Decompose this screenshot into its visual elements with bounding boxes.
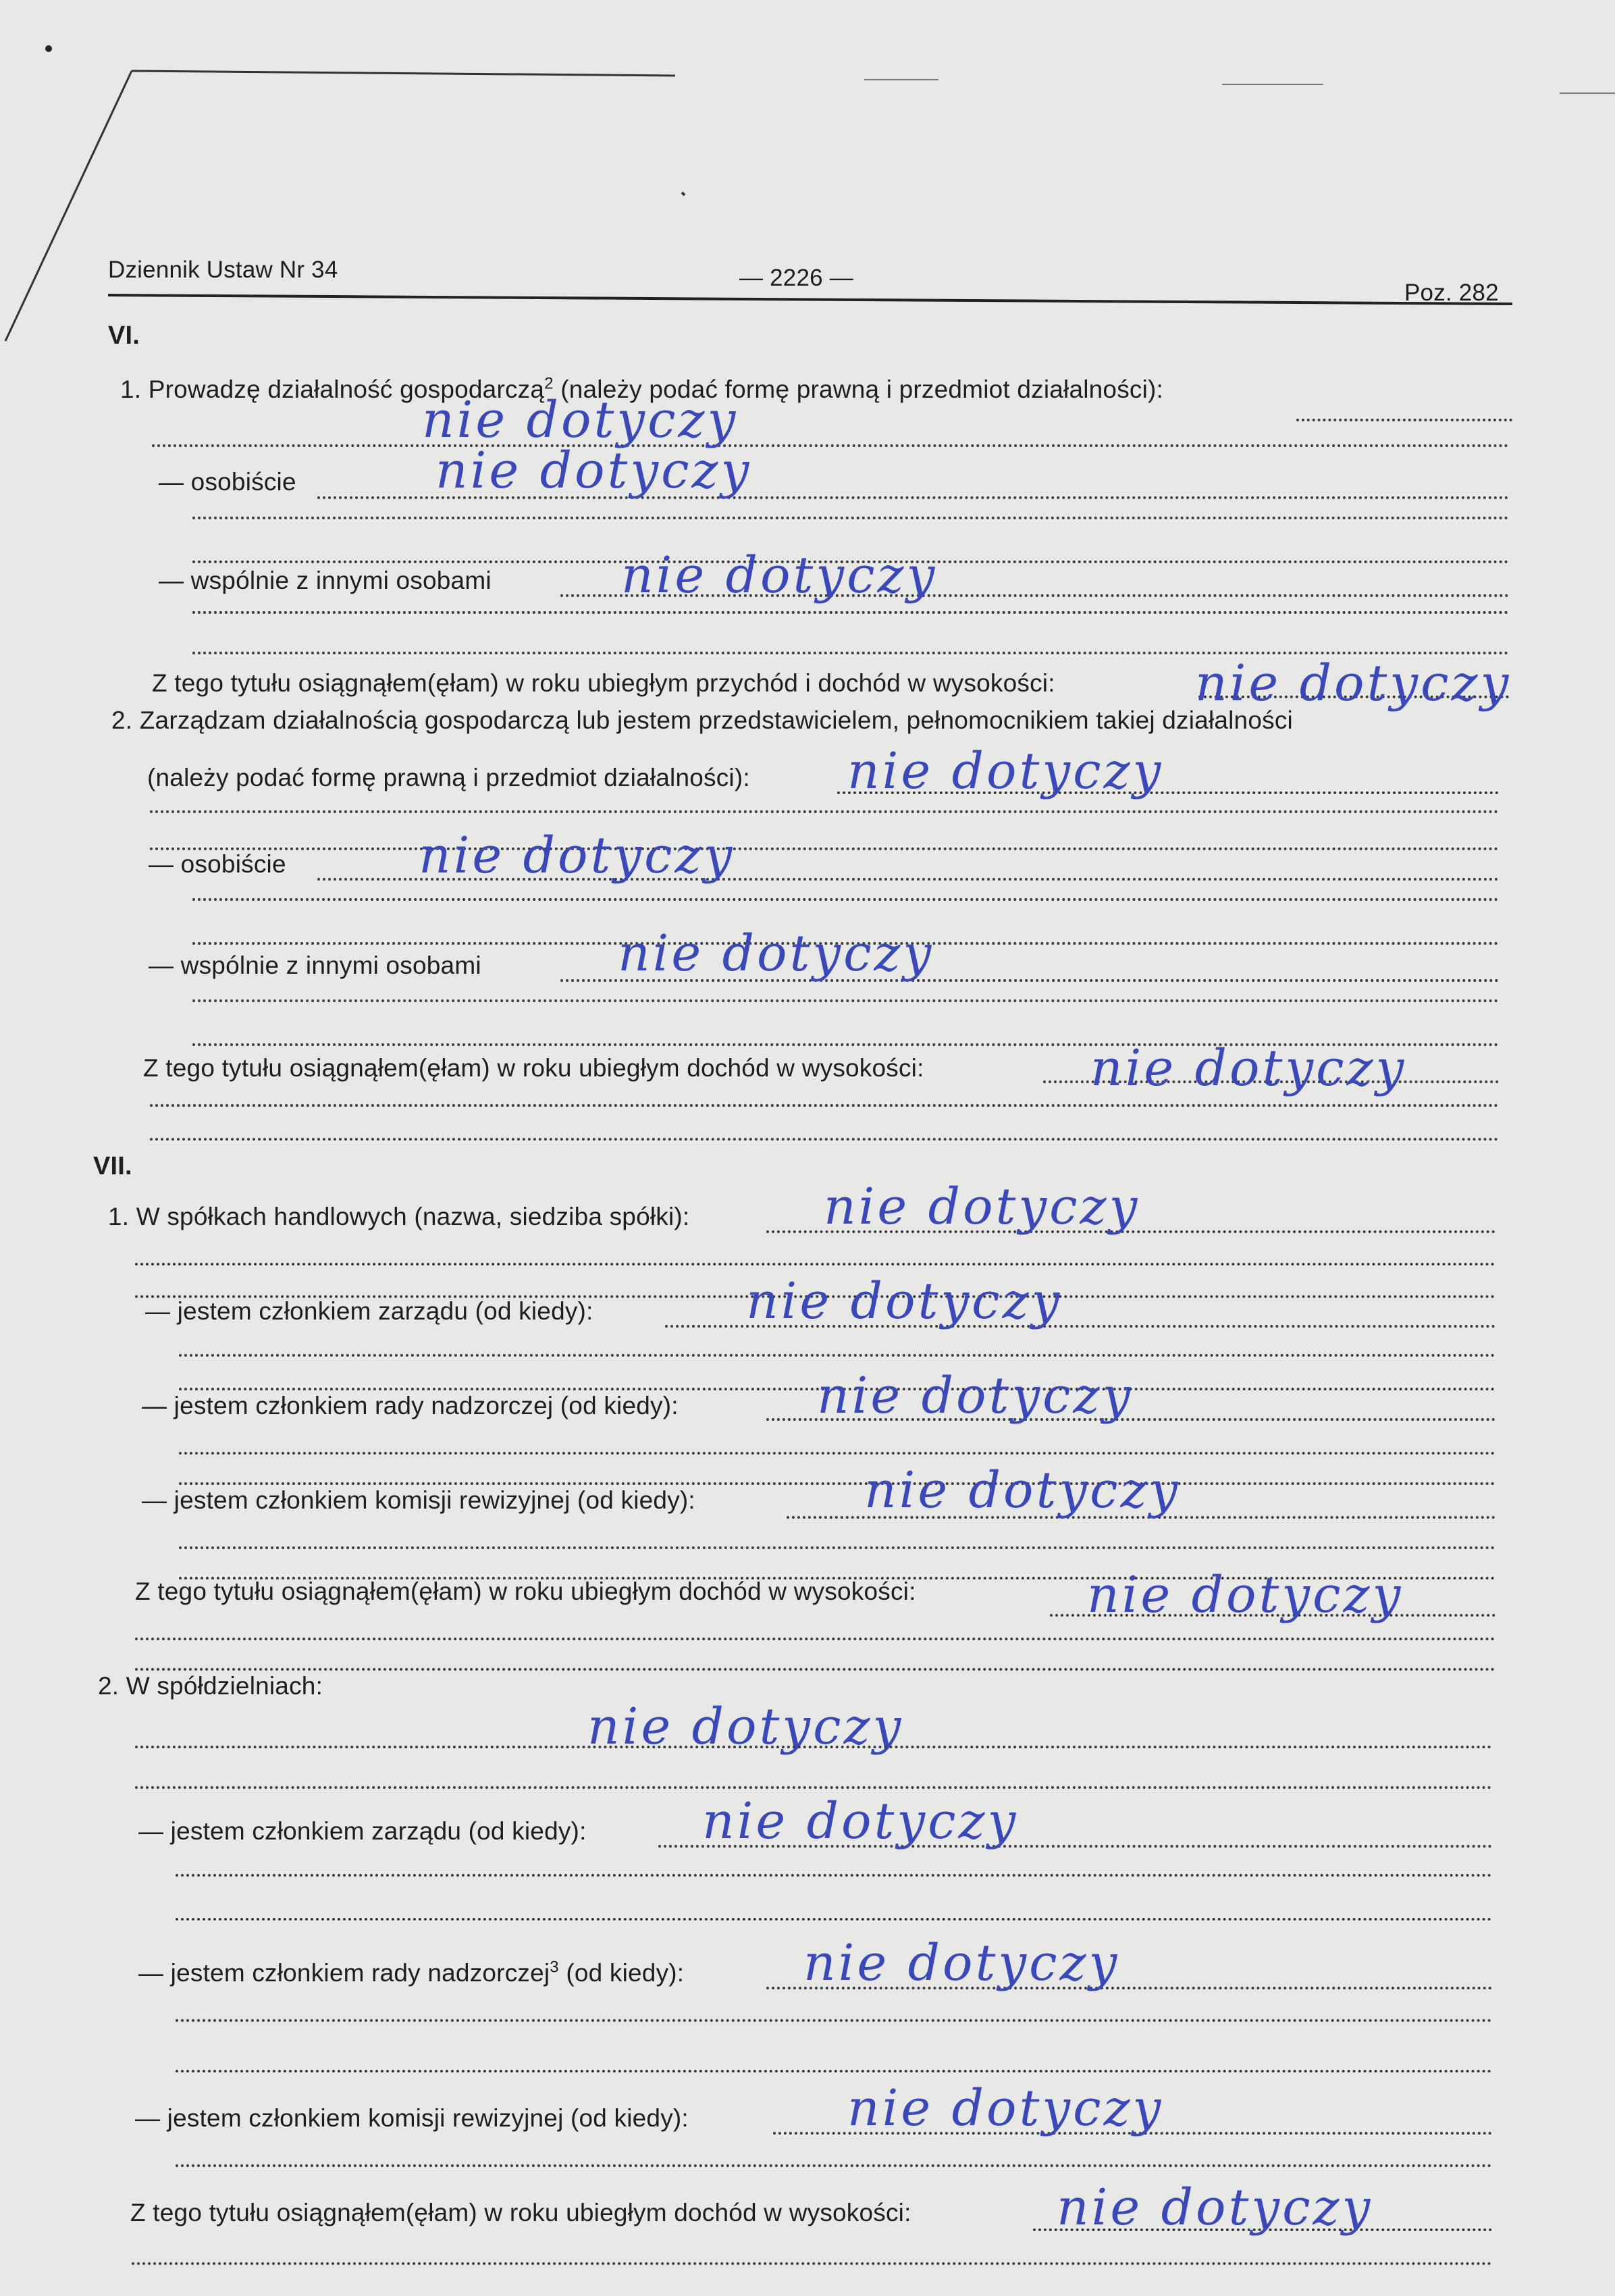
journal-title: Dziennik Ustaw Nr 34 [108,257,338,283]
section-vi-label: VI. [108,321,140,350]
vi-q1-personal-line[interactable] [192,517,1509,519]
vii-q2-board-answer[interactable]: nie dotyczy [702,1792,1019,1850]
vi-q2-income-answer[interactable]: nie dotyczy [1090,1039,1407,1097]
vi-q2-line1: 2. Zarządzam działalnością gospodarczą lub jestem przedstawicielem, pełnomocnikiem takiej działalności [111,706,1293,734]
vi-q2-line[interactable] [150,810,1499,813]
vii-q1-question: 1. W spółkach handlowych (nazwa, siedziba spółki): [108,1203,690,1230]
vii-q1-supervisory-answer[interactable]: nie dotyczy [817,1367,1134,1425]
vi-q1-income-answer[interactable]: nie dotyczy [1195,654,1512,712]
vii-q1-income-line[interactable] [135,1638,1495,1640]
footnote-2: 2 [544,374,554,393]
vi-q1-line[interactable] [1296,419,1512,421]
vii-q1-income-line[interactable] [135,1668,1495,1671]
vi-q1-line[interactable] [152,444,1509,447]
vii-q2-income-line[interactable] [132,2262,1492,2265]
vii-q2-supervisory-label [138,1958,684,1988]
vi-q2-income-label: Z tego tytułu osiągnąłem(ęłam) w roku ubiegłym dochód w wysokości: [143,1054,924,1082]
vi-q1-personal-answer[interactable]: nie dotyczy [435,442,752,500]
vii-q2-question: 2. W spółdzielniach: [98,1672,323,1700]
vi-q2-income-line[interactable] [150,1138,1499,1141]
position-number: Poz. 282 [1404,280,1499,306]
vii-q1-line[interactable] [135,1263,1495,1266]
vi-q1-personal-label: — osobiście [159,468,296,496]
vii-q1-income-label: Z tego tytułu osiągnąłem(ęłam) w roku ubiegłym dochód w wysokości: [135,1577,916,1605]
vii-q1-audit-answer[interactable]: nie dotyczy [864,1461,1181,1519]
vii-q1-supervisory-label: — jestem członkiem rady nadzorczej (od kiedy): [142,1392,679,1419]
vi-q2-jointly-label: — wspólnie z innymi osobami [149,951,481,979]
vi-q1-text-a: Prowadzę działalność gospodarczą [148,375,545,403]
vii-q1-board-label: — jestem członkiem zarządu (od kiedy): [145,1297,593,1325]
vi-q2-jointly-line[interactable] [192,999,1499,1002]
vii-q1-audit-label: — jestem członkiem komisji rewizyjnej (od kiedy): [142,1486,695,1514]
vi-q1-number: 1. [120,375,142,403]
vii-q2-answer[interactable]: nie dotyczy [587,1698,904,1756]
vii-q2-supervisory-text-b: (od kiedy): [558,1959,685,1987]
vii-q2-board-line[interactable] [176,1874,1492,1877]
vii-q1-answer[interactable]: nie dotyczy [824,1178,1140,1236]
vi-q1-income-label: Z tego tytułu osiągnąłem(ęłam) w roku ubiegłym przychód i dochód w wysokości: [152,669,1055,697]
vi-q1-jointly-answer[interactable]: nie dotyczy [621,546,938,604]
vii-q2-income-label: Z tego tytułu osiągnąłem(ęłam) w roku ubiegłym dochód w wysokości: [130,2199,911,2226]
vi-q1-jointly-line[interactable] [192,611,1509,614]
vi-q2-line2: (należy podać formę prawną i przedmiot działalności): [147,764,750,791]
vi-q1-answer[interactable]: nie dotyczy [422,391,739,449]
page-number: — 2226 — [739,265,853,291]
vii-q1-audit-line[interactable] [179,1546,1495,1549]
vi-q2-answer[interactable]: nie dotyczy [847,742,1164,800]
vii-q2-line[interactable] [135,1746,1492,1748]
vii-q1-income-answer[interactable]: nie dotyczy [1087,1566,1404,1624]
vii-q2-supervisory-line[interactable] [176,2019,1492,2022]
vii-q2-audit-answer[interactable]: nie dotyczy [847,2079,1164,2137]
vii-q1-supervisory-line[interactable] [179,1482,1495,1485]
vi-q1-text-b: (należy podać formę prawną i przedmiot działalności): [553,375,1164,403]
vi-q2-personal-label: — osobiście [149,850,286,878]
vii-q2-board-line[interactable] [176,1918,1492,1921]
vii-q2-line[interactable] [135,1786,1492,1789]
section-vii-label: VII. [93,1152,132,1180]
vii-q2-income-answer[interactable]: nie dotyczy [1057,2178,1373,2237]
vii-q2-board-label: — jestem członkiem zarządu (od kiedy): [138,1817,587,1845]
vii-q1-board-line[interactable] [179,1354,1495,1357]
vii-q2-supervisory-answer[interactable]: nie dotyczy [803,1934,1120,1992]
vii-q2-audit-line[interactable] [176,2164,1492,2167]
vi-q2-jointly-answer[interactable]: nie dotyczy [618,924,934,983]
vi-q2-line[interactable] [150,847,1499,850]
vii-q2-supervisory-text-a: — jestem członkiem rady nadzorczej [138,1959,550,1987]
vii-q2-audit-label: — jestem członkiem komisji rewizyjnej (od kiedy): [135,2104,689,2132]
vii-q2-supervisory-line[interactable] [176,2070,1492,2072]
header-rule [0,290,1615,317]
vi-q1-jointly-label: — wspólnie z innymi osobami [159,567,492,594]
vi-q2-income-line[interactable] [150,1104,1499,1107]
vii-q1-board-answer[interactable]: nie dotyczy [746,1272,1063,1330]
vii-q1-supervisory-line[interactable] [179,1452,1495,1455]
footnote-3: 3 [550,1958,559,1977]
vi-q2-personal-line[interactable] [192,898,1499,901]
vi-q2-personal-answer[interactable]: nie dotyczy [419,827,735,885]
